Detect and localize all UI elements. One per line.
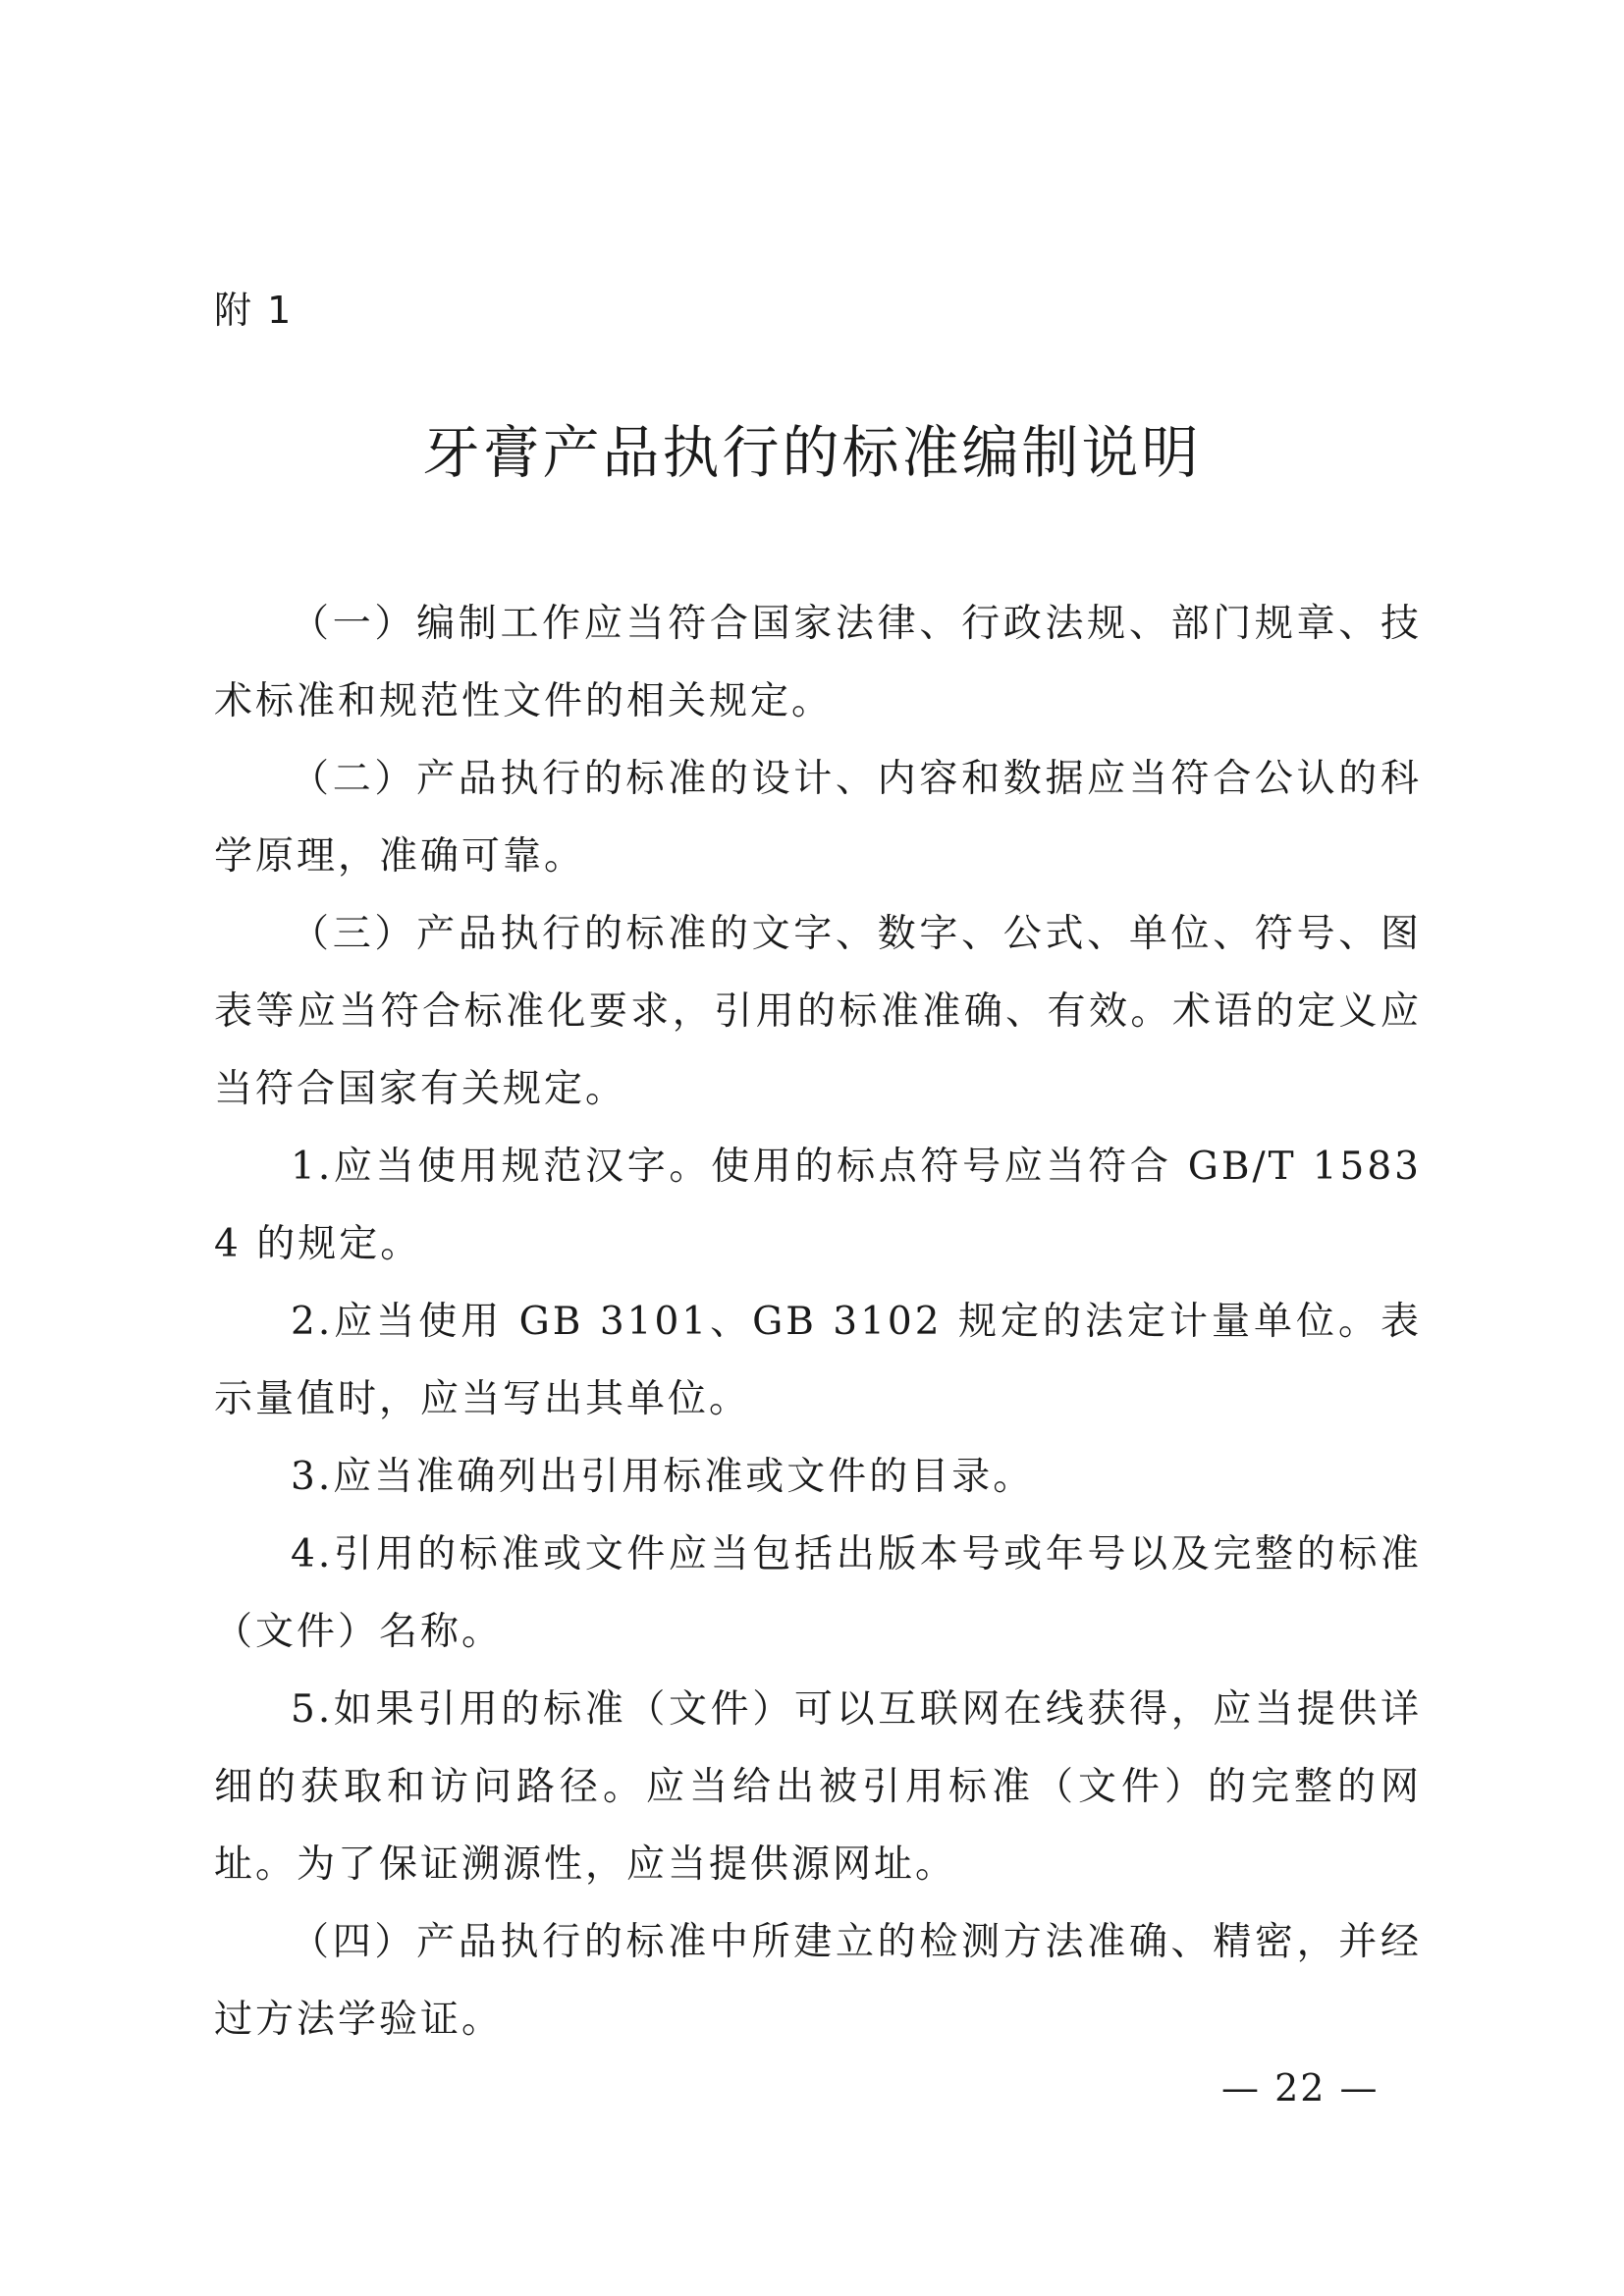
paragraph-item-2: 2.应当使用 GB 3101、GB 3102 规定的法定计量单位。表示量值时，应当写出其单位。: [214, 1300, 1422, 1421]
page-number: — 22 —: [1221, 2066, 1380, 2109]
page-title: 牙膏产品执行的标准编制说明: [422, 419, 1202, 486]
document-body: [214, 585, 1422, 2058]
paragraph-item-5: 5.如果引用的标准（文件）可以互联网在线获得，应当提供详细的获取和访问路径。应当给出被引用标准（文件）的完整的网址。为了保证溯源性，应当提供源网址。: [214, 1687, 1422, 1887]
paragraph-item-1: 1.应当使用规范汉字。使用的标点符号应当符合 GB/T 15834 的规定。: [214, 1145, 1422, 1266]
attachment-label: 附 1: [214, 289, 294, 332]
paragraph-section-3: （三）产品执行的标准的文字、数字、公式、单位、符号、图表等应当符合标准化要求，引用的标准准确、有效。术语的定义应当符合国家有关规定。: [214, 912, 1422, 1111]
paragraph-section-4: （四）产品执行的标准中所建立的检测方法准确、精密，并经过方法学验证。: [214, 1920, 1422, 2042]
paragraph-section-1: （一）编制工作应当符合国家法律、行政法规、部门规章、技术标准和规范性文件的相关规定。: [214, 602, 1422, 723]
paragraph-item-4: 4.引用的标准或文件应当包括出版本号或年号以及完整的标准（文件）名称。: [214, 1532, 1422, 1654]
paragraph-item-3: 3.应当准确列出引用标准或文件的目录。: [291, 1455, 1035, 1499]
paragraph-section-2: （二）产品执行的标准的设计、内容和数据应当符合公认的科学原理，准确可靠。: [214, 757, 1422, 879]
